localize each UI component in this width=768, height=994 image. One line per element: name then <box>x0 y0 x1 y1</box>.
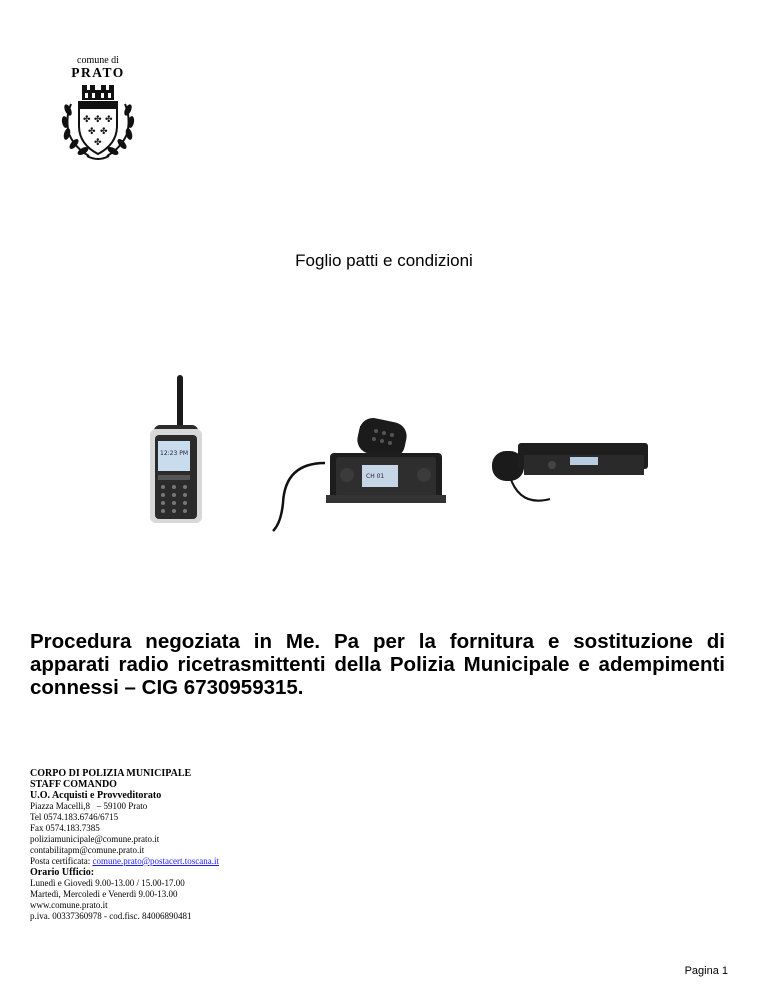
email-accounting: contabilitapm@comune.prato.it <box>30 845 145 855</box>
fax: Fax 0574.183.7385 <box>30 823 100 833</box>
radio-equipment-photo <box>140 365 660 535</box>
mobile-radio-image <box>273 415 446 531</box>
tax-ids: p.iva. 00337360978 - cod.fisc. 84006890481 <box>30 911 192 921</box>
handheld-radio-image <box>150 375 202 523</box>
email-primary: poliziamunicipale@comune.prato.it <box>30 834 160 844</box>
svg-text:✤: ✤ <box>105 115 113 125</box>
pec-email-link[interactable]: comune.prato@postacert.toscana.it <box>92 856 219 866</box>
office-hours-2: Martedì, Mercoledì e Venerdì 9.00-13.00 <box>30 889 178 899</box>
pec-label: Posta certificata: <box>30 856 93 866</box>
dept-name: STAFF COMANDO <box>30 779 117 790</box>
office-contact-block <box>30 768 219 922</box>
telephone: Tel 0574.183.6746/6715 <box>30 812 119 822</box>
svg-text:✤: ✤ <box>83 115 91 125</box>
page-number: Pagina 1 <box>684 965 728 977</box>
address: Piazza Macelli,8 – 59100 Prato <box>30 801 148 811</box>
pec-line <box>30 856 219 867</box>
mobile-radio-secondary-image <box>492 443 648 501</box>
unit-name: U.O. Acquisti e Provveditorato <box>30 790 162 801</box>
logo-text-line1: comune di <box>77 55 119 66</box>
procedure-title: Procedura negoziata in Me. Pa per la fornitura e sostituzione di apparati radio ricetrasmittenti della Polizia Municipale e adempimenti connessi – CIG 6730959315. <box>30 630 725 699</box>
office-hours-heading: Orario Ufficio: <box>30 867 95 878</box>
coat-of-arms-icon <box>59 82 137 162</box>
org-name: CORPO DI POLIZIA MUNICIPALE <box>30 768 192 779</box>
municipality-logo <box>58 55 138 162</box>
mobile-screen-text: CH 01 <box>366 473 385 480</box>
svg-text:✤: ✤ <box>94 138 102 148</box>
document-title: Foglio patti e condizioni <box>295 251 473 270</box>
svg-text:✤: ✤ <box>94 115 102 125</box>
website: www.comune.prato.it <box>30 900 108 910</box>
handheld-screen-text: 12:23 PM <box>160 450 188 457</box>
office-hours-1: Lunedì e Giovedì 9.00-13.00 / 15.00-17.00 <box>30 878 185 888</box>
svg-text:✤: ✤ <box>88 127 96 137</box>
svg-text:✤: ✤ <box>100 127 108 137</box>
logo-text-line2: PRATO <box>71 65 125 80</box>
